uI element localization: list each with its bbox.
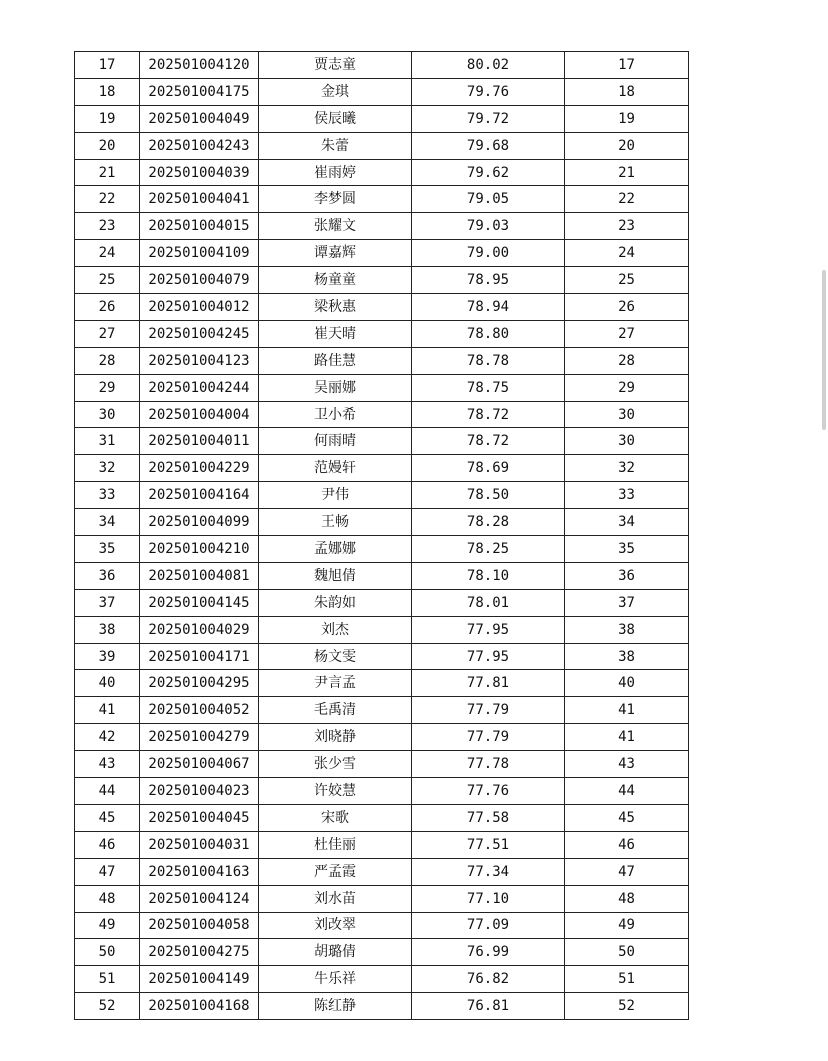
candidate-name-cell: 刘杰 bbox=[259, 616, 412, 643]
candidate-name-cell: 金琪 bbox=[259, 78, 412, 105]
ranking-cell: 35 bbox=[565, 536, 689, 563]
table-row bbox=[75, 105, 689, 132]
exam-id-cell: 202501004244 bbox=[140, 374, 259, 401]
exam-id-cell: 202501004109 bbox=[140, 240, 259, 267]
score-cell: 79.00 bbox=[412, 240, 565, 267]
table-row bbox=[75, 885, 689, 912]
table-row bbox=[75, 267, 689, 294]
table-row bbox=[75, 697, 689, 724]
rank-cell: 41 bbox=[75, 697, 140, 724]
rank-cell: 20 bbox=[75, 132, 140, 159]
score-cell: 78.69 bbox=[412, 455, 565, 482]
exam-id-cell: 202501004145 bbox=[140, 589, 259, 616]
rank-cell: 40 bbox=[75, 670, 140, 697]
ranking-cell: 41 bbox=[565, 724, 689, 751]
exam-id-cell: 202501004023 bbox=[140, 778, 259, 805]
table-row bbox=[75, 751, 689, 778]
ranking-cell: 22 bbox=[565, 186, 689, 213]
score-cell: 77.76 bbox=[412, 778, 565, 805]
ranking-cell: 38 bbox=[565, 643, 689, 670]
score-cell: 77.58 bbox=[412, 804, 565, 831]
score-cell: 80.02 bbox=[412, 52, 565, 79]
score-cell: 78.80 bbox=[412, 320, 565, 347]
ranking-cell: 32 bbox=[565, 455, 689, 482]
score-cell: 77.95 bbox=[412, 616, 565, 643]
ranking-cell: 48 bbox=[565, 885, 689, 912]
table-row bbox=[75, 912, 689, 939]
exam-id-cell: 202501004120 bbox=[140, 52, 259, 79]
candidate-name-cell: 杨童童 bbox=[259, 267, 412, 294]
candidate-name-cell: 范嫚轩 bbox=[259, 455, 412, 482]
score-cell: 78.10 bbox=[412, 562, 565, 589]
table-row bbox=[75, 401, 689, 428]
candidate-name-cell: 崔雨婷 bbox=[259, 159, 412, 186]
ranking-cell: 26 bbox=[565, 294, 689, 321]
table-row bbox=[75, 186, 689, 213]
score-cell: 78.94 bbox=[412, 294, 565, 321]
exam-id-cell: 202501004045 bbox=[140, 804, 259, 831]
rank-cell: 47 bbox=[75, 858, 140, 885]
table-row bbox=[75, 562, 689, 589]
exam-id-cell: 202501004041 bbox=[140, 186, 259, 213]
candidate-name-cell: 张少雪 bbox=[259, 751, 412, 778]
table-row bbox=[75, 778, 689, 805]
exam-id-cell: 202501004011 bbox=[140, 428, 259, 455]
exam-id-cell: 202501004168 bbox=[140, 993, 259, 1020]
table-row bbox=[75, 831, 689, 858]
score-cell: 77.10 bbox=[412, 885, 565, 912]
table-row bbox=[75, 589, 689, 616]
score-cell: 78.01 bbox=[412, 589, 565, 616]
candidate-name-cell: 李梦圆 bbox=[259, 186, 412, 213]
exam-id-cell: 202501004004 bbox=[140, 401, 259, 428]
rank-cell: 38 bbox=[75, 616, 140, 643]
exam-id-cell: 202501004052 bbox=[140, 697, 259, 724]
ranking-cell: 36 bbox=[565, 562, 689, 589]
score-cell: 78.25 bbox=[412, 536, 565, 563]
candidate-name-cell: 卫小希 bbox=[259, 401, 412, 428]
exam-id-cell: 202501004163 bbox=[140, 858, 259, 885]
rank-cell: 51 bbox=[75, 966, 140, 993]
exam-id-cell: 202501004295 bbox=[140, 670, 259, 697]
candidate-name-cell: 胡璐倩 bbox=[259, 939, 412, 966]
ranking-cell: 21 bbox=[565, 159, 689, 186]
table-row bbox=[75, 320, 689, 347]
candidate-name-cell: 谭嘉辉 bbox=[259, 240, 412, 267]
ranking-cell: 50 bbox=[565, 939, 689, 966]
rank-cell: 33 bbox=[75, 482, 140, 509]
exam-id-cell: 202501004039 bbox=[140, 159, 259, 186]
rank-cell: 46 bbox=[75, 831, 140, 858]
exam-id-cell: 202501004243 bbox=[140, 132, 259, 159]
candidate-name-cell: 崔天晴 bbox=[259, 320, 412, 347]
exam-id-cell: 202501004245 bbox=[140, 320, 259, 347]
rank-cell: 23 bbox=[75, 213, 140, 240]
ranking-cell: 18 bbox=[565, 78, 689, 105]
rank-cell: 22 bbox=[75, 186, 140, 213]
rank-cell: 26 bbox=[75, 294, 140, 321]
table-row bbox=[75, 993, 689, 1020]
table-row bbox=[75, 724, 689, 751]
candidate-name-cell: 侯辰曦 bbox=[259, 105, 412, 132]
candidate-name-cell: 朱蕾 bbox=[259, 132, 412, 159]
table-row bbox=[75, 428, 689, 455]
rank-cell: 50 bbox=[75, 939, 140, 966]
rank-cell: 45 bbox=[75, 804, 140, 831]
table-row bbox=[75, 966, 689, 993]
exam-id-cell: 202501004124 bbox=[140, 885, 259, 912]
candidate-name-cell: 王畅 bbox=[259, 509, 412, 536]
table-row bbox=[75, 616, 689, 643]
score-cell: 79.62 bbox=[412, 159, 565, 186]
ranking-cell: 29 bbox=[565, 374, 689, 401]
table-row bbox=[75, 374, 689, 401]
score-cell: 77.34 bbox=[412, 858, 565, 885]
ranking-cell: 38 bbox=[565, 616, 689, 643]
rank-cell: 28 bbox=[75, 347, 140, 374]
candidate-name-cell: 刘晓静 bbox=[259, 724, 412, 751]
table-row bbox=[75, 670, 689, 697]
candidate-name-cell: 刘水苗 bbox=[259, 885, 412, 912]
candidate-name-cell: 严孟霞 bbox=[259, 858, 412, 885]
score-cell: 78.72 bbox=[412, 401, 565, 428]
rank-cell: 19 bbox=[75, 105, 140, 132]
ranking-cell: 41 bbox=[565, 697, 689, 724]
table-row bbox=[75, 939, 689, 966]
rank-cell: 30 bbox=[75, 401, 140, 428]
rank-cell: 39 bbox=[75, 643, 140, 670]
ranking-cell: 47 bbox=[565, 858, 689, 885]
ranking-cell: 51 bbox=[565, 966, 689, 993]
rank-cell: 43 bbox=[75, 751, 140, 778]
rank-cell: 25 bbox=[75, 267, 140, 294]
score-cell: 77.78 bbox=[412, 751, 565, 778]
candidate-name-cell: 朱韵如 bbox=[259, 589, 412, 616]
rank-cell: 21 bbox=[75, 159, 140, 186]
rank-cell: 49 bbox=[75, 912, 140, 939]
table-row bbox=[75, 455, 689, 482]
table-row bbox=[75, 132, 689, 159]
ranking-cell: 37 bbox=[565, 589, 689, 616]
ranking-cell: 40 bbox=[565, 670, 689, 697]
scrollbar-thumb[interactable] bbox=[822, 270, 826, 430]
ranking-cell: 27 bbox=[565, 320, 689, 347]
table-row bbox=[75, 240, 689, 267]
rank-cell: 36 bbox=[75, 562, 140, 589]
rank-cell: 32 bbox=[75, 455, 140, 482]
candidate-name-cell: 刘改翠 bbox=[259, 912, 412, 939]
exam-id-cell: 202501004079 bbox=[140, 267, 259, 294]
exam-id-cell: 202501004229 bbox=[140, 455, 259, 482]
rank-cell: 17 bbox=[75, 52, 140, 79]
exam-id-cell: 202501004058 bbox=[140, 912, 259, 939]
table-row bbox=[75, 509, 689, 536]
rank-cell: 31 bbox=[75, 428, 140, 455]
score-cell: 78.72 bbox=[412, 428, 565, 455]
score-cell: 76.99 bbox=[412, 939, 565, 966]
score-cell: 76.81 bbox=[412, 993, 565, 1020]
table-row bbox=[75, 52, 689, 79]
score-cell: 77.09 bbox=[412, 912, 565, 939]
rank-cell: 29 bbox=[75, 374, 140, 401]
rank-cell: 48 bbox=[75, 885, 140, 912]
table-row bbox=[75, 643, 689, 670]
score-cell: 78.78 bbox=[412, 347, 565, 374]
candidate-name-cell: 许姣慧 bbox=[259, 778, 412, 805]
rank-cell: 52 bbox=[75, 993, 140, 1020]
ranking-cell: 25 bbox=[565, 267, 689, 294]
score-cell: 79.76 bbox=[412, 78, 565, 105]
candidate-name-cell: 孟娜娜 bbox=[259, 536, 412, 563]
score-cell: 78.50 bbox=[412, 482, 565, 509]
table-row bbox=[75, 804, 689, 831]
rank-cell: 37 bbox=[75, 589, 140, 616]
exam-id-cell: 202501004123 bbox=[140, 347, 259, 374]
score-cell: 76.82 bbox=[412, 966, 565, 993]
exam-id-cell: 202501004210 bbox=[140, 536, 259, 563]
candidate-name-cell: 杜佳丽 bbox=[259, 831, 412, 858]
score-cell: 78.95 bbox=[412, 267, 565, 294]
candidate-name-cell: 梁秋惠 bbox=[259, 294, 412, 321]
candidate-name-cell: 牛乐祥 bbox=[259, 966, 412, 993]
score-cell: 79.03 bbox=[412, 213, 565, 240]
ranking-cell: 24 bbox=[565, 240, 689, 267]
score-cell: 79.05 bbox=[412, 186, 565, 213]
table-row bbox=[75, 294, 689, 321]
ranking-cell: 30 bbox=[565, 428, 689, 455]
candidate-name-cell: 宋歌 bbox=[259, 804, 412, 831]
ranking-cell: 20 bbox=[565, 132, 689, 159]
exam-id-cell: 202501004015 bbox=[140, 213, 259, 240]
score-cell: 79.72 bbox=[412, 105, 565, 132]
ranking-cell: 49 bbox=[565, 912, 689, 939]
exam-id-cell: 202501004275 bbox=[140, 939, 259, 966]
score-cell: 78.28 bbox=[412, 509, 565, 536]
exam-id-cell: 202501004171 bbox=[140, 643, 259, 670]
table-row bbox=[75, 858, 689, 885]
ranking-cell: 17 bbox=[565, 52, 689, 79]
exam-id-cell: 202501004067 bbox=[140, 751, 259, 778]
table-row bbox=[75, 213, 689, 240]
ranking-cell: 28 bbox=[565, 347, 689, 374]
candidate-name-cell: 尹伟 bbox=[259, 482, 412, 509]
candidate-name-cell: 张耀文 bbox=[259, 213, 412, 240]
table-row bbox=[75, 347, 689, 374]
score-cell: 77.81 bbox=[412, 670, 565, 697]
rank-cell: 44 bbox=[75, 778, 140, 805]
rank-cell: 35 bbox=[75, 536, 140, 563]
score-cell: 77.51 bbox=[412, 831, 565, 858]
score-cell: 77.95 bbox=[412, 643, 565, 670]
exam-id-cell: 202501004099 bbox=[140, 509, 259, 536]
ranking-cell: 30 bbox=[565, 401, 689, 428]
ranking-cell: 44 bbox=[565, 778, 689, 805]
rank-cell: 18 bbox=[75, 78, 140, 105]
exam-id-cell: 202501004279 bbox=[140, 724, 259, 751]
exam-id-cell: 202501004164 bbox=[140, 482, 259, 509]
ranking-cell: 43 bbox=[565, 751, 689, 778]
table-row bbox=[75, 536, 689, 563]
exam-id-cell: 202501004149 bbox=[140, 966, 259, 993]
exam-id-cell: 202501004081 bbox=[140, 562, 259, 589]
rank-cell: 34 bbox=[75, 509, 140, 536]
candidate-name-cell: 路佳慧 bbox=[259, 347, 412, 374]
candidate-name-cell: 杨文雯 bbox=[259, 643, 412, 670]
ranking-cell: 23 bbox=[565, 213, 689, 240]
ranking-cell: 46 bbox=[565, 831, 689, 858]
ranking-cell: 19 bbox=[565, 105, 689, 132]
candidate-name-cell: 贾志童 bbox=[259, 52, 412, 79]
candidate-name-cell: 尹言孟 bbox=[259, 670, 412, 697]
ranking-cell: 33 bbox=[565, 482, 689, 509]
exam-id-cell: 202501004029 bbox=[140, 616, 259, 643]
candidate-name-cell: 魏旭倩 bbox=[259, 562, 412, 589]
candidate-name-cell: 陈红静 bbox=[259, 993, 412, 1020]
candidate-name-cell: 吴丽娜 bbox=[259, 374, 412, 401]
score-cell: 78.75 bbox=[412, 374, 565, 401]
score-cell: 77.79 bbox=[412, 724, 565, 751]
exam-id-cell: 202501004012 bbox=[140, 294, 259, 321]
table-row bbox=[75, 482, 689, 509]
candidate-name-cell: 毛禹清 bbox=[259, 697, 412, 724]
score-cell: 79.68 bbox=[412, 132, 565, 159]
exam-id-cell: 202501004175 bbox=[140, 78, 259, 105]
results-table-body bbox=[75, 52, 689, 1020]
exam-id-cell: 202501004049 bbox=[140, 105, 259, 132]
rank-cell: 42 bbox=[75, 724, 140, 751]
ranking-cell: 34 bbox=[565, 509, 689, 536]
table-row bbox=[75, 159, 689, 186]
score-cell: 77.79 bbox=[412, 697, 565, 724]
exam-id-cell: 202501004031 bbox=[140, 831, 259, 858]
rank-cell: 27 bbox=[75, 320, 140, 347]
table-row bbox=[75, 78, 689, 105]
rank-cell: 24 bbox=[75, 240, 140, 267]
ranking-cell: 52 bbox=[565, 993, 689, 1020]
ranking-cell: 45 bbox=[565, 804, 689, 831]
results-table bbox=[74, 51, 689, 1020]
candidate-name-cell: 何雨晴 bbox=[259, 428, 412, 455]
